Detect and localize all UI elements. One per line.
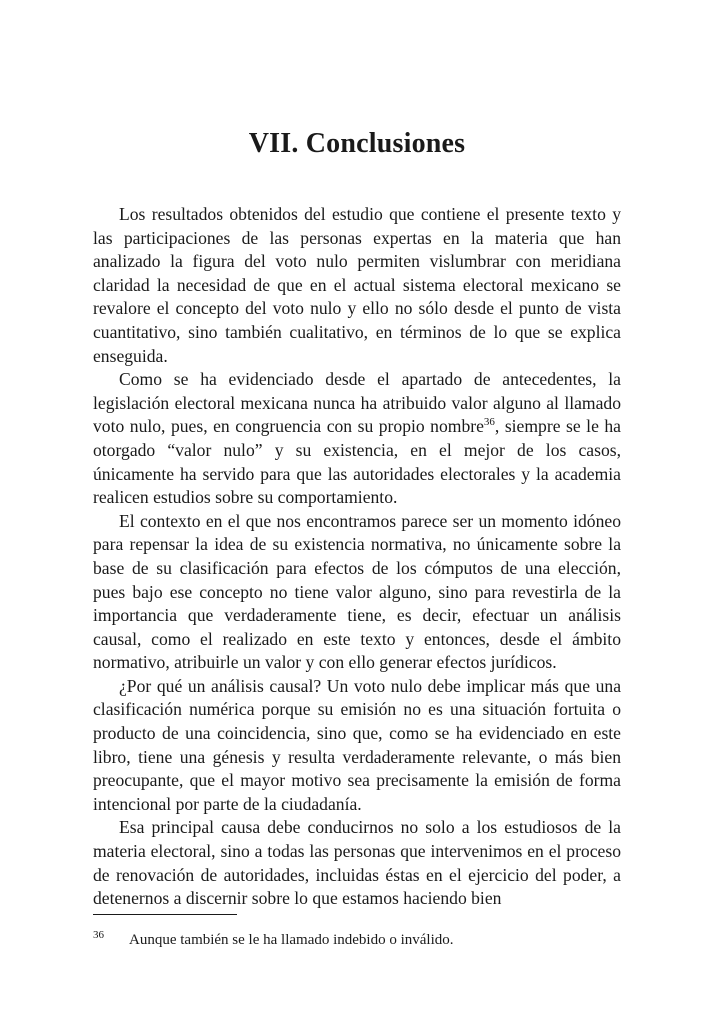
footnote: 36 Aunque también se le ha llamado indebido o inválido. xyxy=(93,929,454,948)
paragraph-2 xyxy=(93,368,621,510)
footnote-reference: 36 xyxy=(483,416,495,429)
paragraph-5: Esa principal causa debe conducirnos no solo a los estudiosos de la materia electoral, sino a todas las personas que intervenimos en el proceso de renovación de autoridades, incluidas éstas en el ejercicio del poder, a detenernos a discernir sobre lo que estamos haciendo bien xyxy=(93,817,621,909)
paragraph-4: ¿Por qué un análisis causal? Un voto nulo debe implicar más que una clasificación numérica porque su emisión no es una situación fortuita o producto de una coincidencia, sino que, como se ha evidenciado en este libro, tiene una génesis y resulta verdaderamente relevante, o más bien preocupante, que el mayor motivo sea precisamente la emisión de forma intencional por parte de la ciudadanía. xyxy=(93,675,621,814)
footnote-divider xyxy=(93,914,237,915)
paragraph-3: El contexto en el que nos encontramos parece ser un momento idóneo para repensar la idea de su existencia normativa, no únicamente sobre la base de su clasificación para efectos de los cómputos de una elección, pues bajo ese concepto no tiene valor alguno, sino para revestirla de la importancia que verdaderamente tiene, es decir, efectuar un análisis causal, como el realizado en este texto y entonces, desde el ámbito normativo, atribuirle un valor y con ello generar efectos jurídicos. xyxy=(93,510,621,673)
paragraph-2-text-a: Como se ha evidenciado desde el apartado de antecedentes, la legislación electoral mexicana nunca ha atribuido valor alguno al llamado voto nulo, pues, en congruencia con su propio nombre xyxy=(93,369,621,437)
paragraph-1: Los resultados obtenidos del estudio que contiene el presente texto y las participaciones de las personas expertas en la materia que han analizado la figura del voto nulo permiten vislumbrar con meridiana claridad la necesidad de que en el actual sistema electoral mexicano se revalore el concepto del voto nulo y ello no sólo desde el punto de vista cuantitativo, sino también cualitativo, en términos de lo que se explica enseguida. xyxy=(93,204,621,366)
body-text xyxy=(93,203,621,911)
chapter-title: VII. Conclusiones xyxy=(248,128,466,159)
paragraph-2-text-b: , siempre se le ha otorgado “valor nulo” y su existencia, en el mejor de los casos, únicamente ha servido para que las autoridades electorales y la academia realicen estudios sobre su comportamiento. xyxy=(93,416,621,508)
footnote-text: Aunque también se le ha llamado indebido o inválido. xyxy=(129,932,454,948)
